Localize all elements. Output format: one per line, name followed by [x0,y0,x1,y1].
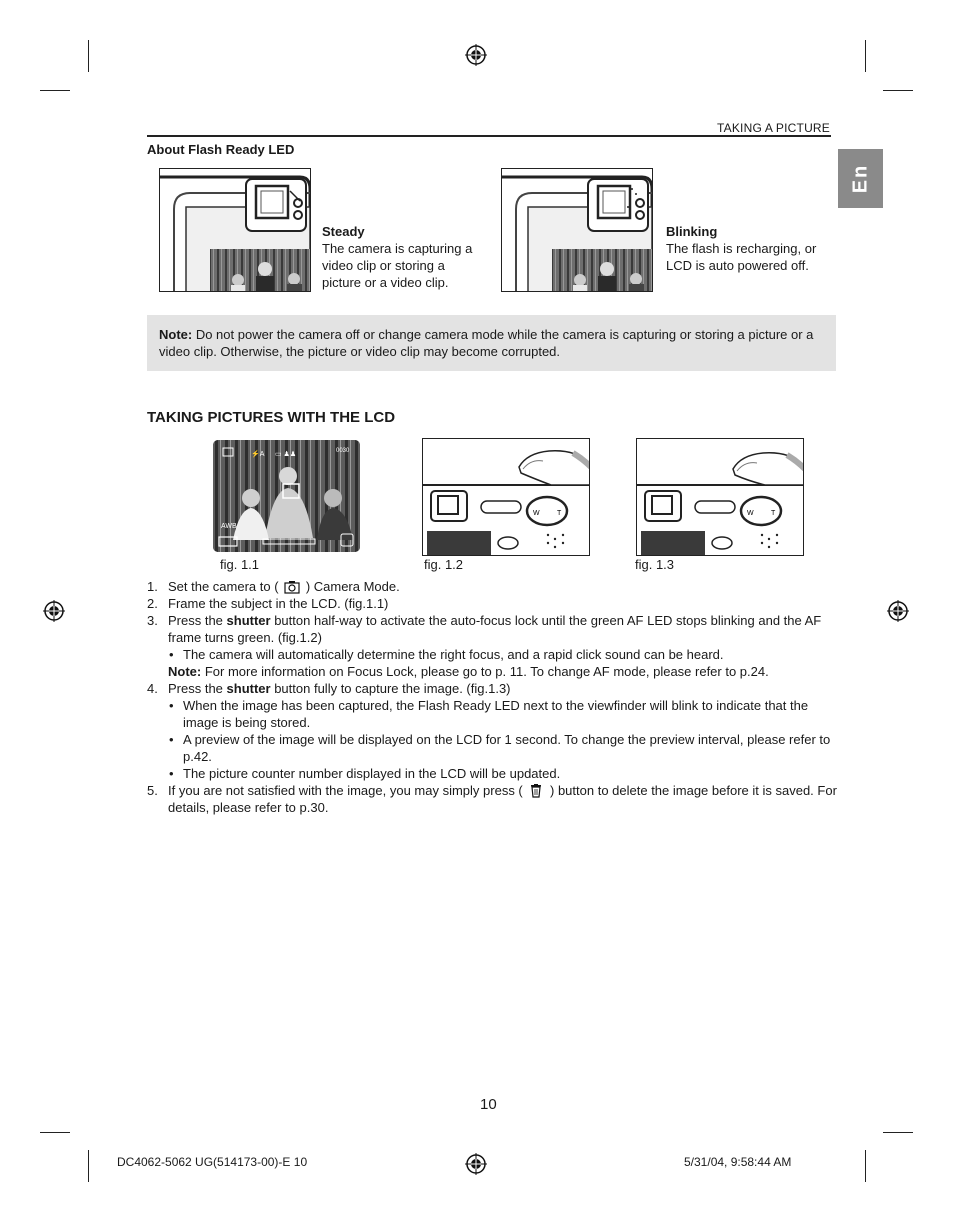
step-number: 3. [147,613,158,628]
step-4 [147,680,837,782]
step-2-text: Frame the subject in the LCD. (fig.1.1) [168,596,389,611]
camera-mode-icon [284,580,300,594]
note-label: Note: [159,327,193,342]
registration-mark-icon [465,44,487,66]
fig-1-3-caption: fig. 1.3 [635,557,675,572]
crop-mark [865,40,866,72]
bullet-dot: • [169,766,174,781]
svg-text:T: T [771,510,776,517]
footer-right: 5/31/04, 9:58:44 AM [684,1155,792,1169]
step-5 [147,782,837,816]
crop-mark [88,1150,89,1182]
step-4-bold: shutter [226,681,271,696]
blinking-text: The flash is recharging, or LCD is auto powered off. [666,241,817,273]
step-number: 4. [147,681,158,696]
step-4-bullet-text: When the image has been captured, the Flash Ready LED next to the viewfinder will blink to indicate that the image is being stored. [183,698,809,730]
step-number: 1. [147,579,158,594]
step-3-bullet [168,646,837,663]
steady-caption [322,223,482,291]
step-2 [147,595,837,612]
step-5-text-b: ) button to delete the image before it is saved. For details, please refer to p.30. [168,783,837,815]
fig-1-1-caption: fig. 1.1 [220,557,260,572]
step-3-note [168,663,837,680]
registration-mark-icon [43,600,65,622]
step-4-bullet [168,697,837,731]
blinking-caption [666,223,836,274]
blinking-title: Blinking [666,224,718,239]
svg-text:W: W [747,510,754,517]
steps-list [147,578,837,816]
crop-mark [88,40,89,72]
crop-mark [883,90,913,91]
step-5-text-a: If you are not satisfied with the image, you may simply press ( [168,783,523,798]
note-text: Do not power the camera off or change camera mode while the camera is capturing or storing a picture or a video clip. Otherwise, the picture or video clip may become corrupted. [159,327,814,359]
language-tab-label: En [849,163,871,194]
header-rule [147,135,831,137]
step-4-text-a: Press the [168,681,227,696]
lcd-section-title: TAKING PICTURES WITH THE LCD [147,409,396,426]
svg-text:T: T [557,510,562,517]
language-tab [838,149,883,208]
bullet-dot: • [169,698,174,713]
step-4-text-b: button fully to capture the image. (fig.1.3) [270,681,511,696]
bullet-dot: • [169,732,174,747]
fig-1-2-caption: fig. 1.2 [424,557,464,572]
step-4-bullet-text: A preview of the image will be displayed on the LCD for 1 second. To change the preview interval, please refer to p.42. [183,732,831,764]
registration-mark-icon [887,600,909,622]
bullet-dot: • [169,647,174,662]
step-3-note-label: Note: [168,664,202,679]
camera-led-blinking-image [501,168,653,292]
svg-text:W: W [533,510,540,517]
step-1-text-b: ) Camera Mode. [305,579,400,594]
crop-mark [40,90,70,91]
step-3-text-b: button half-way to activate the auto-focus lock until the green AF LED stops blinking and the AF frame turns green. (fig.1.2) [168,613,822,645]
steady-title: Steady [322,224,365,239]
crop-mark [865,1150,866,1182]
fig-1-2-camera-image [422,438,590,556]
step-3-bullet-text: The camera will automatically determine the right focus, and a rapid click sound can be heard. [183,647,724,662]
crop-mark [40,1132,70,1133]
flash-led-heading: About Flash Ready LED [147,142,295,157]
step-3-text-a: Press the [168,613,227,628]
camera-led-steady-image [159,168,311,292]
svg-text:▭ ♟♟: ▭ ♟♟ [275,451,297,458]
svg-text:0030: 0030 [336,448,350,454]
fig-1-3-camera-image [636,438,804,556]
step-3 [147,612,837,680]
trash-icon [528,784,544,798]
step-4-bullet [168,731,837,765]
section-header: TAKING A PICTURE [717,121,830,135]
step-1-text-a: Set the camera to ( [168,579,279,594]
step-number: 5. [147,783,158,798]
svg-text:⚡A: ⚡A [251,451,265,458]
step-4-bullet-text: The picture counter number displayed in the LCD will be updated. [183,766,561,781]
fig-1-1-lcd-image [213,440,360,552]
svg-text:AWB: AWB [221,523,237,530]
note-box [147,315,836,371]
footer-left: DC4062-5062 UG(514173-00)-E 10 [117,1155,308,1169]
registration-mark-icon [465,1153,487,1175]
step-3-note-text: For more information on Focus Lock, please go to p. 11. To change AF mode, please refer to p.24. [201,664,769,679]
page-number: 10 [480,1096,497,1113]
step-4-bullet [168,765,837,782]
step-1 [147,578,837,595]
crop-mark [883,1132,913,1133]
step-number: 2. [147,596,158,611]
steady-text: The camera is capturing a video clip or storing a picture or a video clip. [322,241,473,290]
step-3-bold: shutter [226,613,271,628]
